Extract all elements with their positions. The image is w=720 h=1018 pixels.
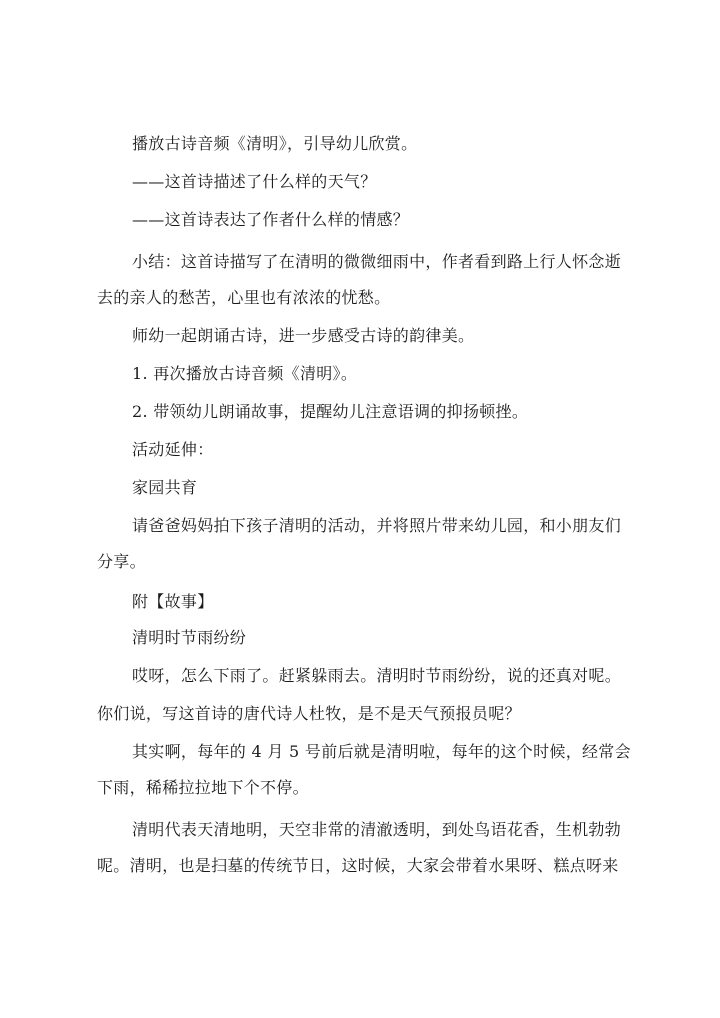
story-line: 你们说，写这首诗的唐代诗人杜牧，是不是天气预报员呢？ [97,704,521,723]
summary-line: 小结：这首诗描写了在清明的微微细雨中，作者看到路上行人怀念逝 [132,252,622,271]
summary-line: 去的亲人的愁苦，心里也有浓浓的忧愁。 [97,288,391,307]
story-line: 呢。清明，也是扫墓的传统节日，这时候，大家会带着水果呀、糕点呀来 [97,856,619,875]
section-heading: 附【故事】 [132,592,214,611]
paragraph-line: 分享。 [97,552,146,571]
list-item: 1. 再次播放古诗音频《清明》。 [132,364,358,383]
section-heading: 活动延伸： [132,440,214,459]
story-line: 清明代表天清地明，天空非常的清澈透明，到处鸟语花香，生机勃勃 [132,820,622,839]
story-line: 下雨，稀稀拉拉地下个不停。 [97,778,309,797]
question-line: ——这首诗描述了什么样的天气？ [132,172,377,191]
paragraph-line: 请爸爸妈妈拍下孩子清明的活动，并将照片带来幼儿园，和小朋友们 [132,516,622,535]
paragraph-line: 师幼一起朗诵古诗，进一步感受古诗的韵律美。 [132,326,475,345]
paragraph-line: 播放古诗音频《清明》，引导幼儿欣赏。 [132,134,418,153]
question-line: ——这首诗表达了作者什么样的情感？ [132,210,410,229]
list-item: 2. 带领幼儿朗诵故事，提醒幼儿注意语调的抑扬顿挫。 [132,402,529,421]
section-heading: 家园共育 [132,478,198,497]
story-line: 其实啊，每年的 4 月 5 号前后就是清明啦，每年的这个时候，经常会 [132,742,631,761]
story-title: 清明时节雨纷纷 [132,628,247,647]
story-line: 哎呀，怎么下雨了。赶紧躲雨去。清明时节雨纷纷，说的还真对呢。 [132,666,622,685]
